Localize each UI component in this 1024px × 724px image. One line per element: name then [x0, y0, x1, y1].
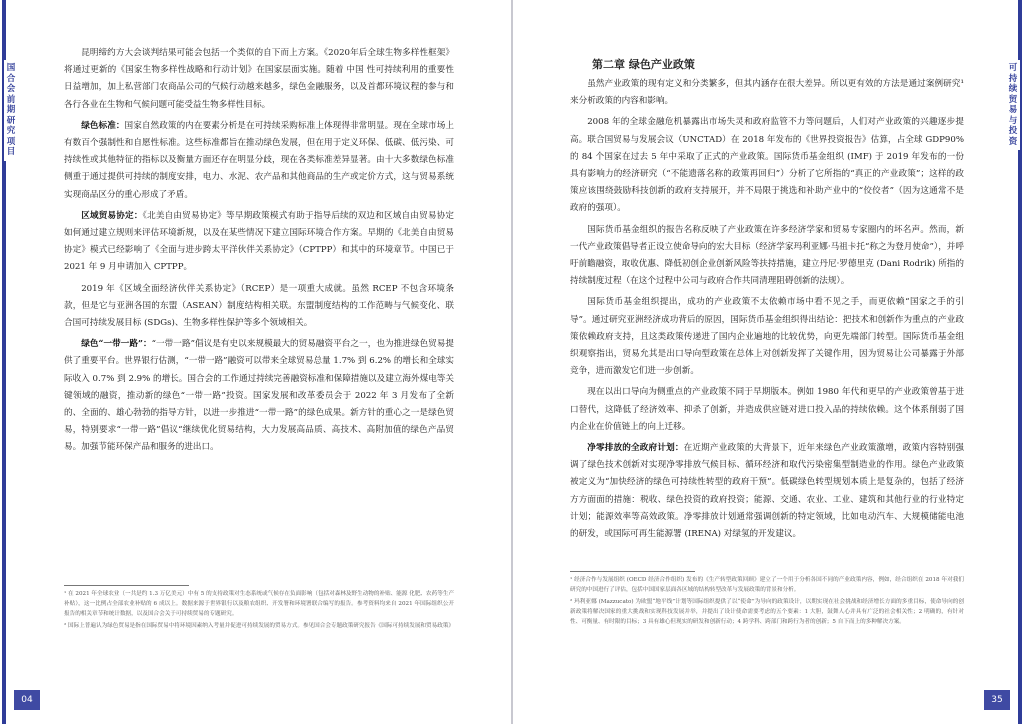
left-footnotes — [64, 589, 454, 633]
paragraph-text: 现在以出口导向为侧重点的产业政策不同于早期版本。例如 1980 年代和更早的产业政策曾基于进口替代，这降低了经济效率、抑杀了创新，并造成供应链对进口投入品的持续依赖。这个体系削弱了国内企业在价值链上的向上迁移。 — [570, 387, 964, 432]
footnote: ¹ 在 2021 年全球农业（一共是约 1.3 万亿美元）中有 5 的支持政策对生态系统或气候存在负面影响（包括对森林及野生动物的补贴、能源 化肥、农药等生产补贴），这一比例占全部农业补贴的 6 成以上。数据来源于世界银行以及粮农组织、开发署和环境署联合编写的报告。参考资料均来自 2021 年国际组织公开报告的相关章节和统计数据，以及国合会关于可持续贸易的专题研究。 — [64, 591, 454, 617]
paragraph — [570, 222, 964, 291]
left-side-tab — [0, 0, 14, 724]
right-side-tab-label: 可持续贸易与投资 — [1006, 60, 1020, 150]
paragraph — [64, 118, 454, 204]
footnote: ² 国际上普遍认为绿色贸易是指在国际贸易中将环境因素纳入考量并促进可持续发展的贸易方式。参见国合会专题政策研究报告《国际可持续发展和贸易政策》 — [64, 623, 454, 629]
paragraph-text: 国际货币基金组织提出，成功的产业政策不太依赖市场中看不见之手，而更依赖“国家之手的引导”。通过研究亚洲经济成功背后的原因，国际货币基金组织得出结论：把技术和创新作为重点的产业政策依赖政府支持，且这类政策传递进了国内企业遍地的比较优势，向更先端部门转型。国际货币基金组织观察指出，贸易允其是出口导向型政策在总体上对创新发挥了关键作用，因为贸易让公司暴露于外部竞争，进而激发它们进一步创新。 — [570, 297, 964, 377]
left-page-number: 04 — [14, 690, 40, 710]
paragraph-text: “一带一路”倡议是有史以来规模最大的贸易融资平台之一，也为推进绿色贸易提供了重要平台。世界银行估测，“一带一路”融资可以带来全球贸易总量 1.7% 到 6.2% 的增长和全球实际收入 0.7% 到 2.9% 的增长。国合会的工作通过持续完善融资标准和保障措施以及建立海外煤电等关键领域的融资，推动新的绿色“一带一路”投资。国家发展和改革委员会于 2022 年 3 月发布了全新的、全面的、雄心勃勃的指导方针，以进一步推进“一带一路”的绿色成果。新方针的重心之一是绿色贸易，特别要求“一带一路”倡议“继续优化贸易结构，大力发展高品质、高技术、高附加值的绿色产品贸易。加强节能环保产品和服务的进出口。 — [64, 339, 455, 453]
paragraph-lead: 净零排放的全政府计划： — [587, 443, 684, 454]
paragraph-text: 虽然产业政策的现有定义和分类繁多，但其内涵存在很大差异。所以更有效的方法是通过案例研究¹来分析政策的内容和影响。 — [570, 79, 964, 107]
paragraph-text: 《北美自由贸易协定》等早期政策模式有助于指导后续的双边和区域自由贸易协定如何通过建立规则来评估环境新规，以及在某些情况下建立国际环境合作方案。早期的《北美自由贸易协定》模式已经影响了《全面与进步跨太平洋伙伴关系协定》（CPTPP）和其中的环境章节。中国已于 2021 年 9 月申请加入 CPTPP。 — [64, 210, 454, 273]
left-page — [0, 0, 511, 724]
paragraph — [64, 45, 454, 114]
paragraph — [64, 208, 454, 277]
paragraph-text: 在近期产业政策的大背景下，近年来绿色产业政策激增，政策内容特别强调了绿色技术创新对实现净零排放气候目标、循环经济和取代污染密集型制造业的作用。绿色产业政策被定义为“加快经济的绿色可持续性转型的政府干预”。低碳绿色转型规划本质上是复杂的，包括了经济方方面面的措施：税收、绿色投资的政府投资；能源、交通、农业、工业、建筑和其他行业的行业特定计划；能源效率等高效政策。净零排放计划通常强调创新的特定领域，比如电动汽车、大规模储能电池的研发，或国际可再生能源署 (IRENA) 对绿氢的开发建议。 — [570, 443, 964, 540]
paragraph — [64, 336, 454, 456]
chapter-title: 第二章 绿色产业政策 — [592, 58, 695, 71]
paragraph-text: 2019 年《区域全面经济伙伴关系协定》（RCEP）是一项重大成就。虽然 RCEP 不包含环境条款，但是它与亚洲各国的东盟（ASEAN）制度结构相关联。东盟制度结构的工作范畴与气候变化、联合国可持续发展目标 (SDGs)、生物多样性保护等多个领域相关。 — [64, 283, 454, 329]
paragraph — [570, 76, 964, 110]
left-side-tab-label: 国合会前期研究项目 — [4, 60, 18, 161]
footnote: ¹ 经济合作与发展组织 (OECD 经济合作组织) 发布的《生产转型政策回顾》建立了一个用于分析各国不同的产业政策内容，例如，经合组织在 2018 年对我们研究的中国进行了评估，包括中国国家层面各区域的结构转型改革与发展政策的背景和分析。 — [570, 577, 964, 593]
right-footnotes — [570, 575, 964, 629]
paragraph-text: 2008 年的全球金融危机暴露出市场失灵和政府监管不力等问题后，人们对产业政策的兴趣逐步提高。联合国贸易与发展会议（UNCTAD）在 2018 年发布的《世界投资报告》估算，占全球 GDP90% 的 84 个国家在过去 5 年中采取了正式的产业政策。国际货币基金组织 (IMF) 于 2019 年发布的一份具有影响力的经济研究（“不能遗落名称的政策再回归”）分析了它所指的“真正的产业政策”；这样的政策应该围绕鼓励科技创新的政府支持展开，并不局限于挑选和补助产业中的“佼佼者”（因为这通常不是政府的强项）。 — [570, 117, 964, 214]
paragraph-lead: 区域贸易协定： — [81, 210, 143, 221]
paragraph — [570, 384, 964, 436]
left-footnote-rule — [64, 585, 189, 586]
right-page — [513, 0, 1024, 724]
paragraph — [570, 294, 964, 380]
left-body-text — [64, 45, 454, 461]
paragraph-lead: 绿色“一带一路”： — [81, 339, 152, 350]
right-side-tab — [1010, 0, 1024, 724]
paragraph — [570, 114, 964, 217]
right-footnote-rule — [570, 571, 695, 572]
paragraph-lead: 绿色标准： — [81, 120, 125, 131]
paragraph-text: 国家自然政策的内在要素分析是在可持续采购标准上体现得非常明显。现在全球市场上有数百个强制性和自愿性标准。这些标准都旨在推动绿色发展，但在用于定义环保、低碳、低污染、可持续性或其他特征的指标以及衡量方面还存在明显分歧，现在各类标准差异显著。由十大多数绿色标准侧重于通过提供可持续的制度安排，电力、水泥、农产品和其他商品的生产或定价方式，这与贸易系统实现商品区分的重心形成了矛盾。 — [64, 120, 454, 200]
footnote: ² 玛利亚娜 (Mazzucato) 为欧盟“地平线”计划等国际组织提供了以“使命”为导向的政策设计，以期实现在社会挑战和经济增长方面的多重目标，使命导向的创新政策将解决国家的重大挑战和实现科技发展并举，并提出了设计使命需要考虑的五个要素：1 大胆，鼓舞人心并具有广泛的社会相关性；2 明确的，有针对性、可衡量、有时限的目标；3 具有雄心但现实的研发和创新行动；4 跨学科、跨部门和跨行为者的创新；5 自下而上的多种解决方案。 — [570, 599, 964, 625]
paragraph — [570, 440, 964, 543]
right-page-number: 35 — [984, 690, 1010, 710]
paragraph — [64, 281, 454, 333]
paragraph-text: 国际货币基金组织的报告名称反映了产业政策在许多经济学家和贸易专家圈内的坏名声。然而，新一代产业政策倡导者正设立使命导向的宏大目标（经济学家玛利亚娜·马祖卡托“称之为登月使命”），并呼吁前瞻融资，取收优惠、降低初创企业创新风险等扶持措施，建立丹尼·罗德里克 (Dani Rodrik) 所指的持续制度过程（在这个过程中公司与政府合作共同清理阻碍创新的法规）。 — [570, 224, 964, 287]
paragraph-text: 昆明缔约方大会谈判结果可能会包括一个类似的自下而上方案。《2020年后全球生物多样性框架》将通过更新的《国家生物多样性战略和行动计划》在国家层面实施。随着 中国 性可持续利用的重要性日益增加，加上私营部门农商品公司的气候行动越来越多，绿色金融服务，以及首都环境议程的参与和各行各业在生物和气候问题可能受益生物多样性目标。 — [64, 48, 454, 110]
right-body-text — [570, 58, 964, 547]
